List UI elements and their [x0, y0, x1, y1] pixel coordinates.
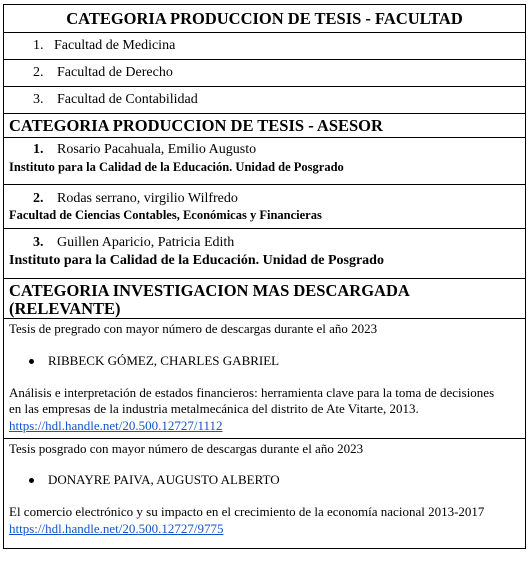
pregrado-title-line2: en las empresas de la industria metalmecánica del distrito de Ate Vitarte, 2013.: [9, 401, 419, 416]
pregrado-link[interactable]: https://hdl.handle.net/20.500.12727/1112: [9, 418, 223, 433]
facultad-item-number: 3.: [33, 92, 44, 107]
facultad-header: CATEGORIA PRODUCCION DE TESIS - FACULTAD: [66, 9, 463, 28]
facultad-item-row: [4, 86, 525, 113]
posgrado-link[interactable]: https://hdl.handle.net/20.500.12727/9775: [9, 521, 224, 536]
asesor-item-row: [4, 184, 525, 228]
asesor-item-name: Rosario Pacahuala, Emilio Augusto: [57, 142, 257, 157]
asesor-item-row: [4, 228, 525, 278]
posgrado-author-item: [29, 472, 280, 488]
asesor-item-unit: Instituto para la Calidad de la Educación. Unidad de Posgrado: [9, 253, 384, 268]
asesor-item-row: [4, 137, 525, 184]
descargas-header-line1: CATEGORIA INVESTIGACION MAS DESCARGADA: [9, 281, 410, 300]
facultad-item-number: 2.: [33, 65, 44, 80]
pregrado-author: RIBBECK GÓMEZ, CHARLES GABRIEL: [48, 353, 280, 368]
posgrado-title-line1: El comercio electrónico y su impacto en el crecimiento de la economía nacional 2013-2017: [9, 504, 485, 519]
facultad-item-label: Facultad de Medicina: [54, 38, 176, 53]
asesor-item-number: 2.: [33, 191, 44, 206]
asesor-item-number: 3.: [33, 235, 44, 250]
bullet-icon: [29, 359, 34, 364]
facultad-item-row: [4, 59, 525, 86]
descargas-header-line2: (RELEVANTE): [9, 299, 121, 318]
pregrado-block: [4, 318, 525, 438]
facultad-header-row: [4, 5, 525, 32]
asesor-item-name: Guillen Aparicio, Patricia Edith: [57, 235, 235, 250]
pregrado-caption: Tesis de pregrado con mayor número de descargas durante el año 2023: [9, 321, 378, 336]
posgrado-author: DONAYRE PAIVA, AUGUSTO ALBERTO: [48, 472, 280, 487]
facultad-item-row: [4, 32, 525, 59]
awards-table: [3, 4, 526, 549]
asesor-item-unit: Instituto para la Calidad de la Educación. Unidad de Posgrado: [9, 160, 344, 174]
facultad-item-label: Facultad de Derecho: [57, 65, 173, 80]
asesor-item-number: 1.: [33, 142, 44, 157]
facultad-item-label: Facultad de Contabilidad: [57, 92, 198, 107]
asesor-header: CATEGORIA PRODUCCION DE TESIS - ASESOR: [9, 116, 383, 135]
facultad-item-number: 1.: [33, 38, 44, 53]
asesor-header-row: [4, 113, 525, 137]
pregrado-title-line1: Análisis e interpretación de estados financieros: herramienta clave para la toma de decisiones: [9, 385, 495, 400]
asesor-item-unit: Facultad de Ciencias Contables, Económicas y Financieras: [9, 208, 322, 222]
descargas-header-row: [4, 278, 525, 318]
pregrado-author-item: [29, 353, 279, 369]
posgrado-block: [4, 438, 525, 548]
bullet-icon: [29, 478, 34, 483]
asesor-item-name: Rodas serrano, virgilio Wilfredo: [57, 191, 238, 206]
posgrado-caption: Tesis posgrado con mayor número de descargas durante el año 2023: [9, 441, 364, 456]
